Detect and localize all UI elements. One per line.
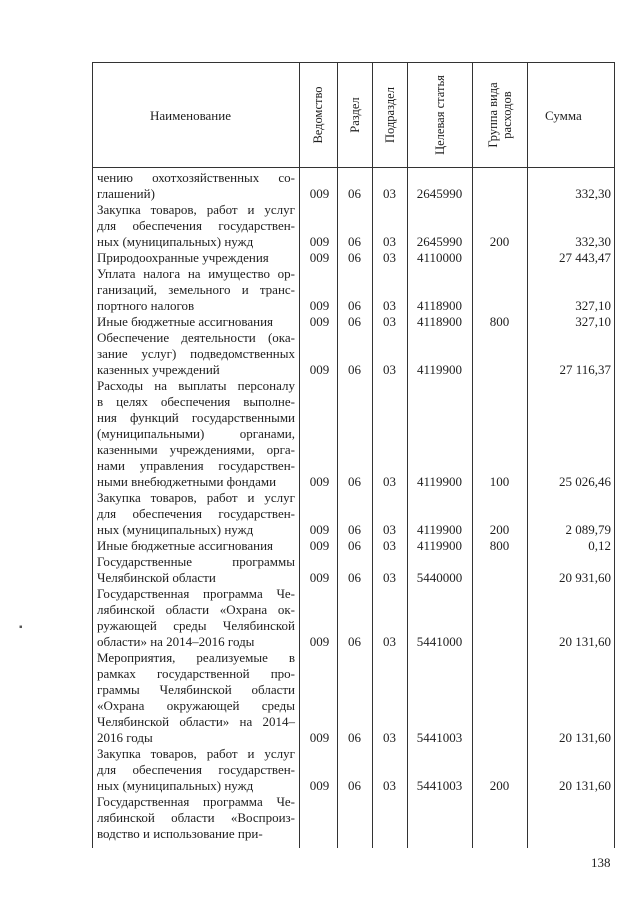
- row-podr-cell: 03: [383, 234, 396, 249]
- row-sum-cell: 27 116,37: [559, 362, 611, 377]
- row-podr-cell: 03: [383, 362, 396, 377]
- col-border-tsel: [472, 62, 473, 848]
- row-razd-cell: 06: [348, 298, 361, 313]
- row-razd-cell: 06: [348, 570, 361, 585]
- row-sum-cell: 327,10: [575, 314, 611, 329]
- row-podr-cell: 03: [383, 730, 396, 745]
- row-name-line: Закупка товаров, работ и услуг: [97, 746, 295, 761]
- row-name-line: ганизаций, земельного и транс-: [97, 282, 295, 297]
- row-podr-cell: 03: [383, 186, 396, 201]
- header-tselevaya: [433, 65, 447, 165]
- row-ved-cell: 009: [309, 234, 330, 249]
- row-ved-cell: 009: [309, 538, 330, 553]
- row-podr-cell: 03: [383, 314, 396, 329]
- row-tsel-cell: 4119900: [416, 362, 463, 377]
- header-summa: Сумма: [545, 108, 582, 123]
- row-tsel-cell: 4119900: [416, 522, 463, 537]
- row-podr-cell: 03: [383, 778, 396, 793]
- header-gruppa-line1: Группа вида: [486, 82, 500, 148]
- row-razd-cell: 06: [348, 474, 361, 489]
- row-ved-cell: 009: [309, 634, 330, 649]
- row-podr-cell: 03: [383, 522, 396, 537]
- row-name-line: Челябинской области: [97, 570, 216, 585]
- row-ved-cell: 009: [309, 570, 330, 585]
- row-ved-cell: 009: [309, 474, 330, 489]
- row-tsel-cell: 4119900: [416, 474, 463, 489]
- header-podrazdel: [383, 65, 397, 165]
- row-vid-cell: 200: [489, 778, 510, 793]
- row-name-line: ных (муниципальных) нужд: [97, 522, 254, 537]
- col-border-right: [614, 62, 615, 848]
- row-name-line: водство и использование при-: [97, 826, 263, 841]
- row-name-line: Природоохранные учреждения: [97, 250, 269, 265]
- row-name-line: для обеспечения государствен-: [97, 762, 295, 777]
- row-name-line: граммы Челябинской области: [97, 682, 295, 697]
- header-tselevaya-text: Целевая статья: [433, 75, 447, 155]
- row-razd-cell: 06: [348, 522, 361, 537]
- row-name-line: Обеспечение деятельности (ока-: [97, 330, 295, 345]
- row-podr-cell: 03: [383, 298, 396, 313]
- row-name-line: в целях обеспечения выполне-: [97, 394, 295, 409]
- header-razdel: [348, 65, 362, 165]
- row-name-line: Челябинской области» на 2014–: [97, 714, 295, 729]
- row-sum-cell: 20 931,60: [559, 570, 611, 585]
- row-name-line: казенными учреждениями, орга-: [97, 442, 295, 457]
- row-tsel-cell: 5441000: [416, 634, 463, 649]
- header-vedomstvo-text: Ведомство: [311, 86, 325, 144]
- row-name-line: Закупка товаров, работ и услуг: [97, 202, 295, 217]
- header-razdel-text: Раздел: [348, 97, 362, 133]
- row-razd-cell: 06: [348, 730, 361, 745]
- row-razd-cell: 06: [348, 778, 361, 793]
- row-sum-cell: 25 026,46: [559, 474, 611, 489]
- row-sum-cell: 2 089,79: [565, 522, 611, 537]
- row-ved-cell: 009: [309, 362, 330, 377]
- row-name-line: ружающей среды Челябинской: [97, 618, 295, 633]
- row-vid-cell: 800: [489, 314, 510, 329]
- header-vedomstvo: [311, 65, 325, 165]
- row-name-line: лябинской области «Воспроиз-: [97, 810, 295, 825]
- row-name-line: Государственные программы: [97, 554, 295, 569]
- row-tsel-cell: 2645990: [416, 234, 463, 249]
- row-razd-cell: 06: [348, 634, 361, 649]
- row-razd-cell: 06: [348, 362, 361, 377]
- row-name-line: Государственная программа Че-: [97, 794, 295, 809]
- row-ved-cell: 009: [309, 186, 330, 201]
- row-sum-cell: 332,30: [575, 186, 611, 201]
- row-name-line: Государственная программа Че-: [97, 586, 295, 601]
- row-name-line: Закупка товаров, работ и услуг: [97, 490, 295, 505]
- row-name-line: ными внебюджетными фондами: [97, 474, 277, 489]
- row-tsel-cell: 4119900: [416, 538, 463, 553]
- page-number: 138: [591, 855, 611, 870]
- row-vid-cell: 200: [489, 234, 510, 249]
- row-name-line: Иные бюджетные ассигнования: [97, 538, 274, 553]
- col-border-left: [92, 62, 93, 848]
- row-podr-cell: 03: [383, 474, 396, 489]
- row-sum-cell: 20 131,60: [559, 730, 611, 745]
- row-name-line: нами управления государствен-: [97, 458, 295, 473]
- row-tsel-cell: 4118900: [416, 298, 463, 313]
- row-name-line: ных (муниципальных) нужд: [97, 778, 254, 793]
- row-sum-cell: 20 131,60: [559, 634, 611, 649]
- row-name-line: Мероприятия, реализуемые в: [97, 650, 295, 665]
- row-name-line: 2016 годы: [97, 730, 153, 745]
- row-name-line: (муниципальными) органами,: [97, 426, 295, 441]
- col-border-name: [299, 62, 300, 848]
- row-ved-cell: 009: [309, 778, 330, 793]
- header-bottom-border: [92, 167, 614, 168]
- row-tsel-cell: 2645990: [416, 186, 463, 201]
- row-name-line: зание услуг) подведомственных: [97, 346, 295, 361]
- row-podr-cell: 03: [383, 634, 396, 649]
- row-name-line: глашений): [97, 186, 155, 201]
- row-ved-cell: 009: [309, 298, 330, 313]
- row-tsel-cell: 4118900: [416, 314, 463, 329]
- row-name-line: портного налогов: [97, 298, 195, 313]
- row-ved-cell: 009: [309, 250, 330, 265]
- row-tsel-cell: 5441003: [416, 730, 463, 745]
- row-sum-cell: 20 131,60: [559, 778, 611, 793]
- header-gruppa-line2: расходов: [500, 91, 514, 139]
- row-ved-cell: 009: [309, 314, 330, 329]
- row-sum-cell: 0,12: [588, 538, 611, 553]
- row-ved-cell: 009: [309, 522, 330, 537]
- row-razd-cell: 06: [348, 186, 361, 201]
- row-podr-cell: 03: [383, 250, 396, 265]
- row-name-line: рамках государственной про-: [97, 666, 295, 681]
- row-razd-cell: 06: [348, 314, 361, 329]
- row-name-line: лябинской области «Охрана ок-: [97, 602, 295, 617]
- row-sum-cell: 27 443,47: [559, 250, 611, 265]
- row-name-line: Иные бюджетные ассигнования: [97, 314, 274, 329]
- row-name-line: чению охотхозяйственных со-: [97, 170, 295, 185]
- row-vid-cell: 100: [489, 474, 510, 489]
- row-name-line: ния функций государственными: [97, 410, 295, 425]
- row-name-line: Уплата налога на имущество ор-: [97, 266, 295, 281]
- row-vid-cell: 200: [489, 522, 510, 537]
- row-podr-cell: 03: [383, 570, 396, 585]
- header-name: Наименование: [150, 108, 231, 123]
- header-gruppa: [486, 65, 514, 165]
- row-razd-cell: 06: [348, 234, 361, 249]
- row-vid-cell: 800: [489, 538, 510, 553]
- scan-dot-mark: ▪: [19, 622, 23, 633]
- row-name-line: ных (муниципальных) нужд: [97, 234, 254, 249]
- row-name-line: области» на 2014–2016 годы: [97, 634, 255, 649]
- row-razd-cell: 06: [348, 250, 361, 265]
- header-podrazdel-text: Подраздел: [383, 87, 397, 143]
- row-sum-cell: 327,10: [575, 298, 611, 313]
- row-tsel-cell: 4110000: [416, 250, 463, 265]
- row-name-line: для обеспечения государствен-: [97, 218, 295, 233]
- row-ved-cell: 009: [309, 730, 330, 745]
- row-sum-cell: 332,30: [575, 234, 611, 249]
- row-name-line: «Охрана окружающей среды: [97, 698, 295, 713]
- row-name-line: казенных учреждений: [97, 362, 220, 377]
- row-tsel-cell: 5441003: [416, 778, 463, 793]
- table-top-border: [92, 62, 614, 63]
- row-podr-cell: 03: [383, 538, 396, 553]
- row-name-line: для обеспечения государствен-: [97, 506, 295, 521]
- row-razd-cell: 06: [348, 538, 361, 553]
- row-tsel-cell: 5440000: [416, 570, 463, 585]
- row-name-line: Расходы на выплаты персоналу: [97, 378, 295, 393]
